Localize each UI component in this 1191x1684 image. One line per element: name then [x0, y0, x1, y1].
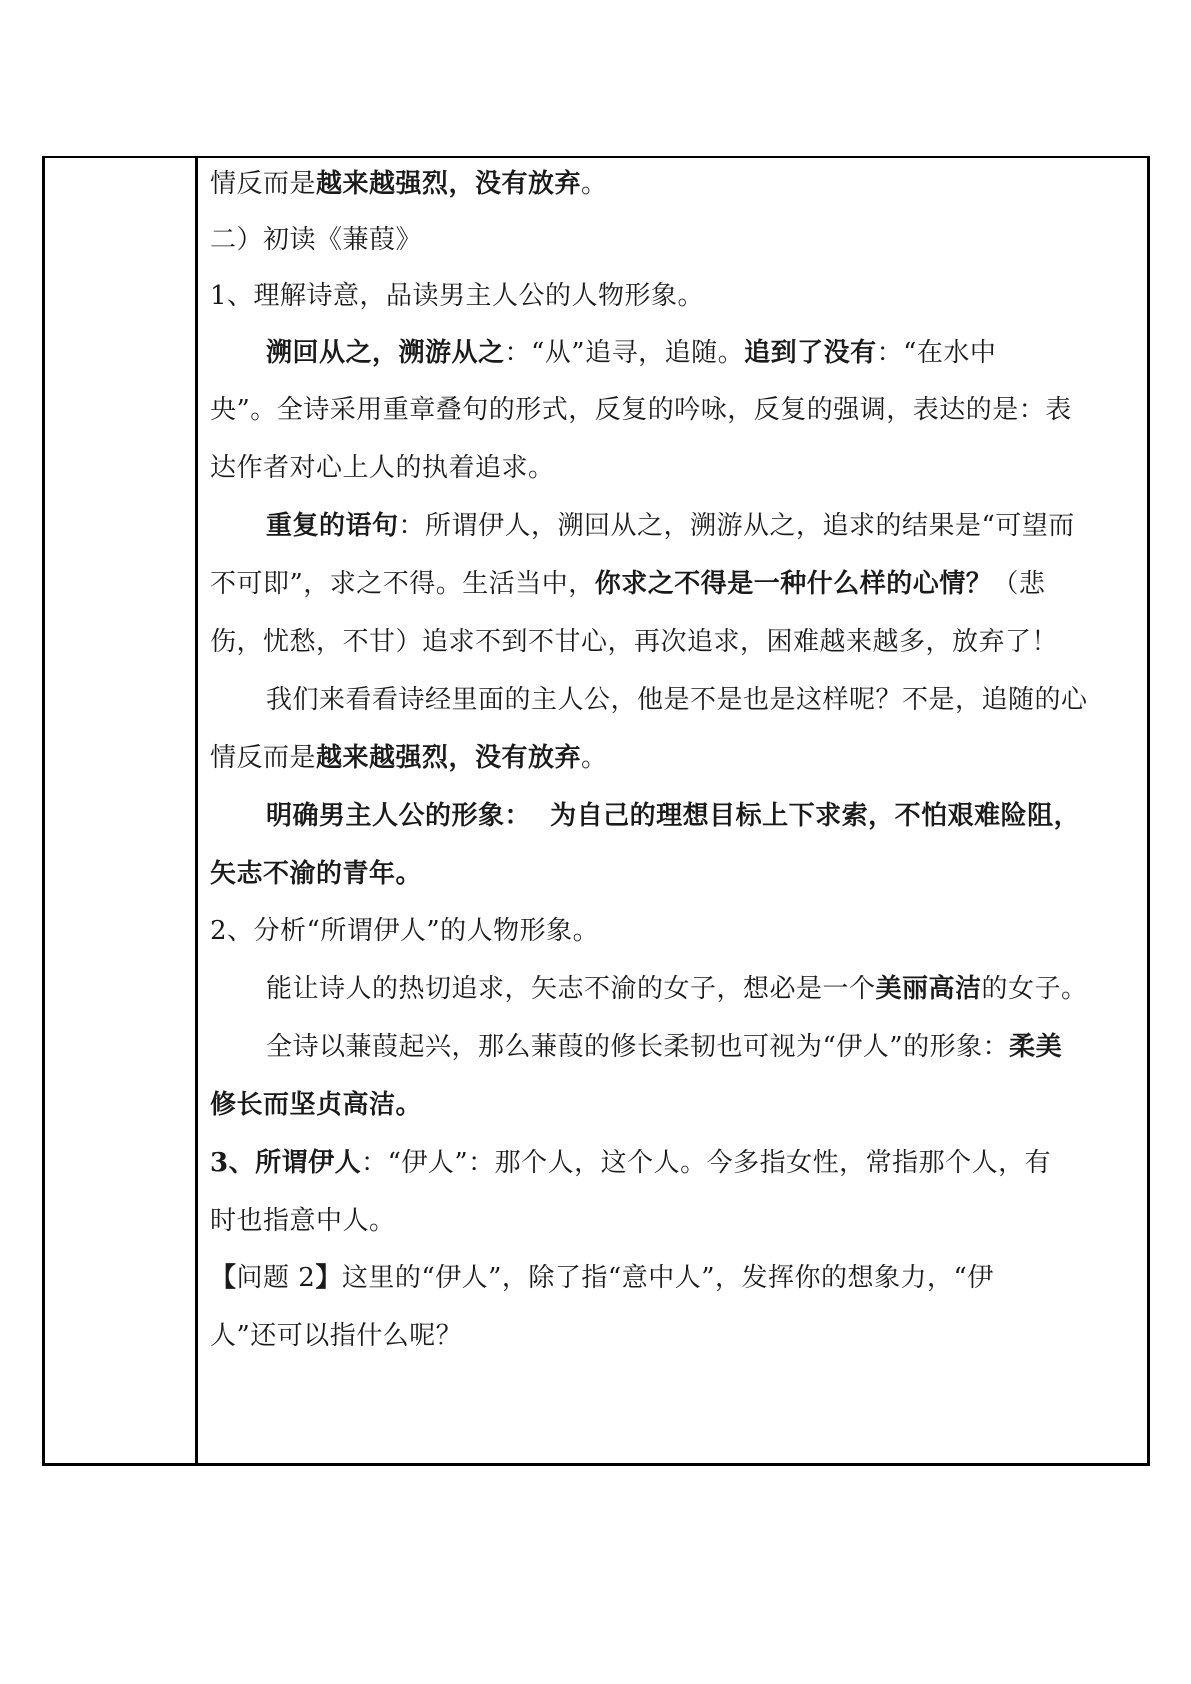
- text-run: 情反而是: [210, 743, 317, 773]
- subheading: 2、分析“所谓伊人”的人物形象。: [210, 916, 600, 946]
- text-run: ：“伊人”：那个人，这个人。今多指女性，常指那个人，有: [361, 1148, 1052, 1178]
- subheading: 1、理解诗意，品读男主人公的人物形象。: [210, 281, 705, 311]
- text-line: 达作者对心上人的执着追求。: [210, 453, 555, 483]
- lesson-table: [42, 156, 1150, 1466]
- text-line: 我们来看看诗经里面的主人公，他是不是也是这样呢？不是，追随的心: [266, 685, 1088, 715]
- bold-text: 你求之不得是一种什么样的心情？: [594, 569, 993, 599]
- text-line: [266, 1029, 1062, 1065]
- text-run: ：所谓伊人，溯回从之，溯游从之，追求的结果是“可望而: [398, 511, 1075, 541]
- text-line: [210, 1145, 1051, 1181]
- text-run: （悲: [992, 569, 1046, 599]
- bracket: 】: [315, 1263, 342, 1293]
- section-heading: 二）初读《蒹葭》: [210, 225, 423, 255]
- text-line: [266, 508, 1075, 544]
- text-line: 人”还可以指什么呢？: [210, 1321, 463, 1351]
- text-run: 。: [581, 169, 608, 199]
- text-line: 矢志不渝的青年。: [210, 859, 423, 889]
- bold-text: 美丽高洁: [875, 974, 982, 1004]
- text-line: [210, 566, 1045, 602]
- text-run: ：“在水中: [876, 338, 997, 368]
- text-line: [210, 740, 608, 776]
- column-divider: [195, 158, 198, 1463]
- bold-text: 重复的语句: [266, 511, 399, 541]
- text-line: [266, 335, 996, 371]
- bold-text: 柔美: [1009, 1032, 1063, 1062]
- text-line: 修长而坚贞高洁。: [210, 1090, 423, 1120]
- bracket: 【: [210, 1263, 237, 1293]
- text-run: 全诗以蒹葭起兴，那么蒹葭的修长柔韧也可视为“伊人”的形象：: [266, 1032, 1010, 1062]
- bold-text: 3、所谓伊人: [210, 1148, 362, 1178]
- bold-text: 越来越强烈，没有放弃: [316, 743, 582, 773]
- text-run: 不可即”，求之不得。生活当中，: [210, 569, 595, 599]
- text-line: 央”。全诗采用重章叠句的形式，反复的吟咏，反复的强调，表达的是：表: [210, 395, 1072, 425]
- text-line: 时也指意中人。: [210, 1206, 396, 1236]
- text-run: 能让诗人的热切追求，矢志不渝的女子，想必是一个: [266, 974, 876, 1004]
- text-run: 的女子。: [981, 974, 1088, 1004]
- bold-text: 追到了没有: [744, 338, 877, 368]
- text-line: [266, 971, 1088, 1007]
- question-label: 问题 2: [236, 1263, 316, 1293]
- bold-text: 溯回从之，溯游从之: [266, 338, 505, 368]
- text-run: 。: [581, 743, 608, 773]
- text-run: 这里的“伊人”，除了指“意中人”，发挥你的想象力，“伊: [341, 1263, 994, 1293]
- bold-text: 越来越强烈，没有放弃: [316, 169, 582, 199]
- text-line: [210, 166, 608, 202]
- text-run: 情反而是: [210, 169, 317, 199]
- text-run: ：“从”追寻，追随。: [504, 338, 745, 368]
- text-line: 伤，忧愁，不甘）追求不到不甘心，再次追求，困难越来越多，放弃了！: [210, 627, 1059, 657]
- text-line: 明确男主人公的形象： 为自己的理想目标上下求索，不怕艰难险阻，: [266, 801, 1081, 831]
- question-line: [210, 1260, 994, 1296]
